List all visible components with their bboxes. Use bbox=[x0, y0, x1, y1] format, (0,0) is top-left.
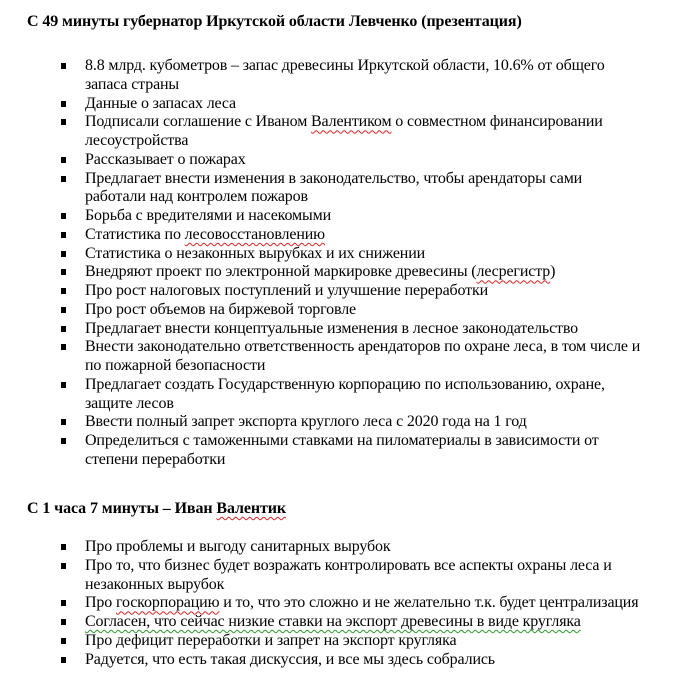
list-item: Внедряют проект по электронной маркировке древесины (лесрегистр) bbox=[0, 263, 700, 282]
square-bullet-icon bbox=[61, 307, 66, 313]
list-item: Про рост объемов на биржевой торговле bbox=[0, 301, 700, 320]
grammar-error-phrase[interactable]: Согласен, что сейчас низкие ставки на экспорт древесины в виде кругляка bbox=[85, 613, 581, 630]
square-bullet-icon bbox=[61, 600, 66, 606]
list-item: Радуется, что есть такая дискуссия, и все мы здесь собрались bbox=[0, 651, 700, 670]
spelling-error-word[interactable]: Валентиком bbox=[311, 113, 392, 131]
spelling-error-word[interactable]: лесовосстановлению bbox=[184, 225, 325, 243]
list-item: Предлагает создать Государственную корпорацию по использованию, охране, защите лесов bbox=[0, 376, 700, 414]
section-heading-levchenko: С 49 минуты губернатор Иркутской области Левченко (презентация) bbox=[27, 13, 522, 30]
square-bullet-icon bbox=[61, 157, 66, 163]
section-heading-valentik: С 1 часа 7 минуты – Иван Валентик bbox=[27, 500, 286, 517]
list-item: Внести законодательно ответственность арендаторов по охране леса, в том числе и по пожарной безопасности bbox=[0, 338, 700, 376]
square-bullet-icon bbox=[61, 326, 66, 332]
square-bullet-icon bbox=[61, 438, 66, 444]
square-bullet-icon bbox=[61, 251, 66, 257]
list-item: Статистика по лесовосстановлению bbox=[0, 226, 700, 245]
list-item: Про проблемы и выгоду санитарных вырубок bbox=[0, 538, 700, 557]
square-bullet-icon bbox=[61, 544, 66, 550]
square-bullet-icon bbox=[61, 382, 66, 388]
square-bullet-icon bbox=[61, 119, 66, 125]
square-bullet-icon bbox=[61, 288, 66, 294]
spelling-error-word[interactable]: лесрегистр bbox=[476, 263, 551, 281]
square-bullet-icon bbox=[61, 176, 66, 182]
bullet-list-levchenko bbox=[0, 57, 700, 470]
square-bullet-icon bbox=[61, 232, 66, 238]
list-item: Предлагает внести изменения в законодательство, чтобы арендаторы сами работали над контролем пожаров bbox=[0, 170, 700, 208]
list-item: Предлагает внести концептуальные изменения в лесное законодательство bbox=[0, 320, 700, 339]
square-bullet-icon bbox=[61, 419, 66, 425]
list-item: Борьба с вредителями и насекомыми bbox=[0, 207, 700, 226]
list-item: Ввести полный запрет экспорта круглого леса с 2020 года на 1 год bbox=[0, 413, 700, 432]
square-bullet-icon bbox=[61, 269, 66, 275]
list-item: Данные о запасах леса bbox=[0, 95, 700, 114]
square-bullet-icon bbox=[61, 63, 66, 69]
list-item: 8.8 млрд. кубометров – запас древесины Иркутской области, 10.6% от общего запаса страны bbox=[0, 57, 700, 95]
list-item: Про рост налоговых поступлений и улучшение переработки bbox=[0, 282, 700, 301]
list-item: Определиться с таможенными ставками на пиломатериалы в зависимости от степени переработки bbox=[0, 432, 700, 470]
square-bullet-icon bbox=[61, 638, 66, 644]
list-item: Подписали соглашение с Иваном Валентиком о совместном финансировании лесоустройства bbox=[0, 113, 700, 151]
square-bullet-icon bbox=[61, 563, 66, 569]
list-item: Рассказывает о пожарах bbox=[0, 151, 700, 170]
list-item: Про то, что бизнес будет возражать контролировать все аспекты охраны леса и незаконных вырубок bbox=[0, 557, 700, 595]
square-bullet-icon bbox=[61, 101, 66, 107]
square-bullet-icon bbox=[61, 213, 66, 219]
square-bullet-icon bbox=[61, 657, 66, 663]
square-bullet-icon bbox=[61, 344, 66, 350]
list-item: Про дефицит переработки и запрет на экспорт кругляка bbox=[0, 632, 700, 651]
bullet-list-valentik bbox=[0, 538, 700, 669]
list-item: Статистика о незаконных вырубках и их снижении bbox=[0, 245, 700, 264]
list-item bbox=[0, 613, 700, 632]
spelling-error-word[interactable]: Валентик bbox=[216, 500, 286, 517]
list-item: Про госкорпорацию и то, что это сложно и не желательно т.к. будет централизация bbox=[0, 594, 700, 613]
spelling-error-word[interactable]: госкорпорацию bbox=[115, 594, 220, 612]
square-bullet-icon bbox=[61, 619, 66, 625]
